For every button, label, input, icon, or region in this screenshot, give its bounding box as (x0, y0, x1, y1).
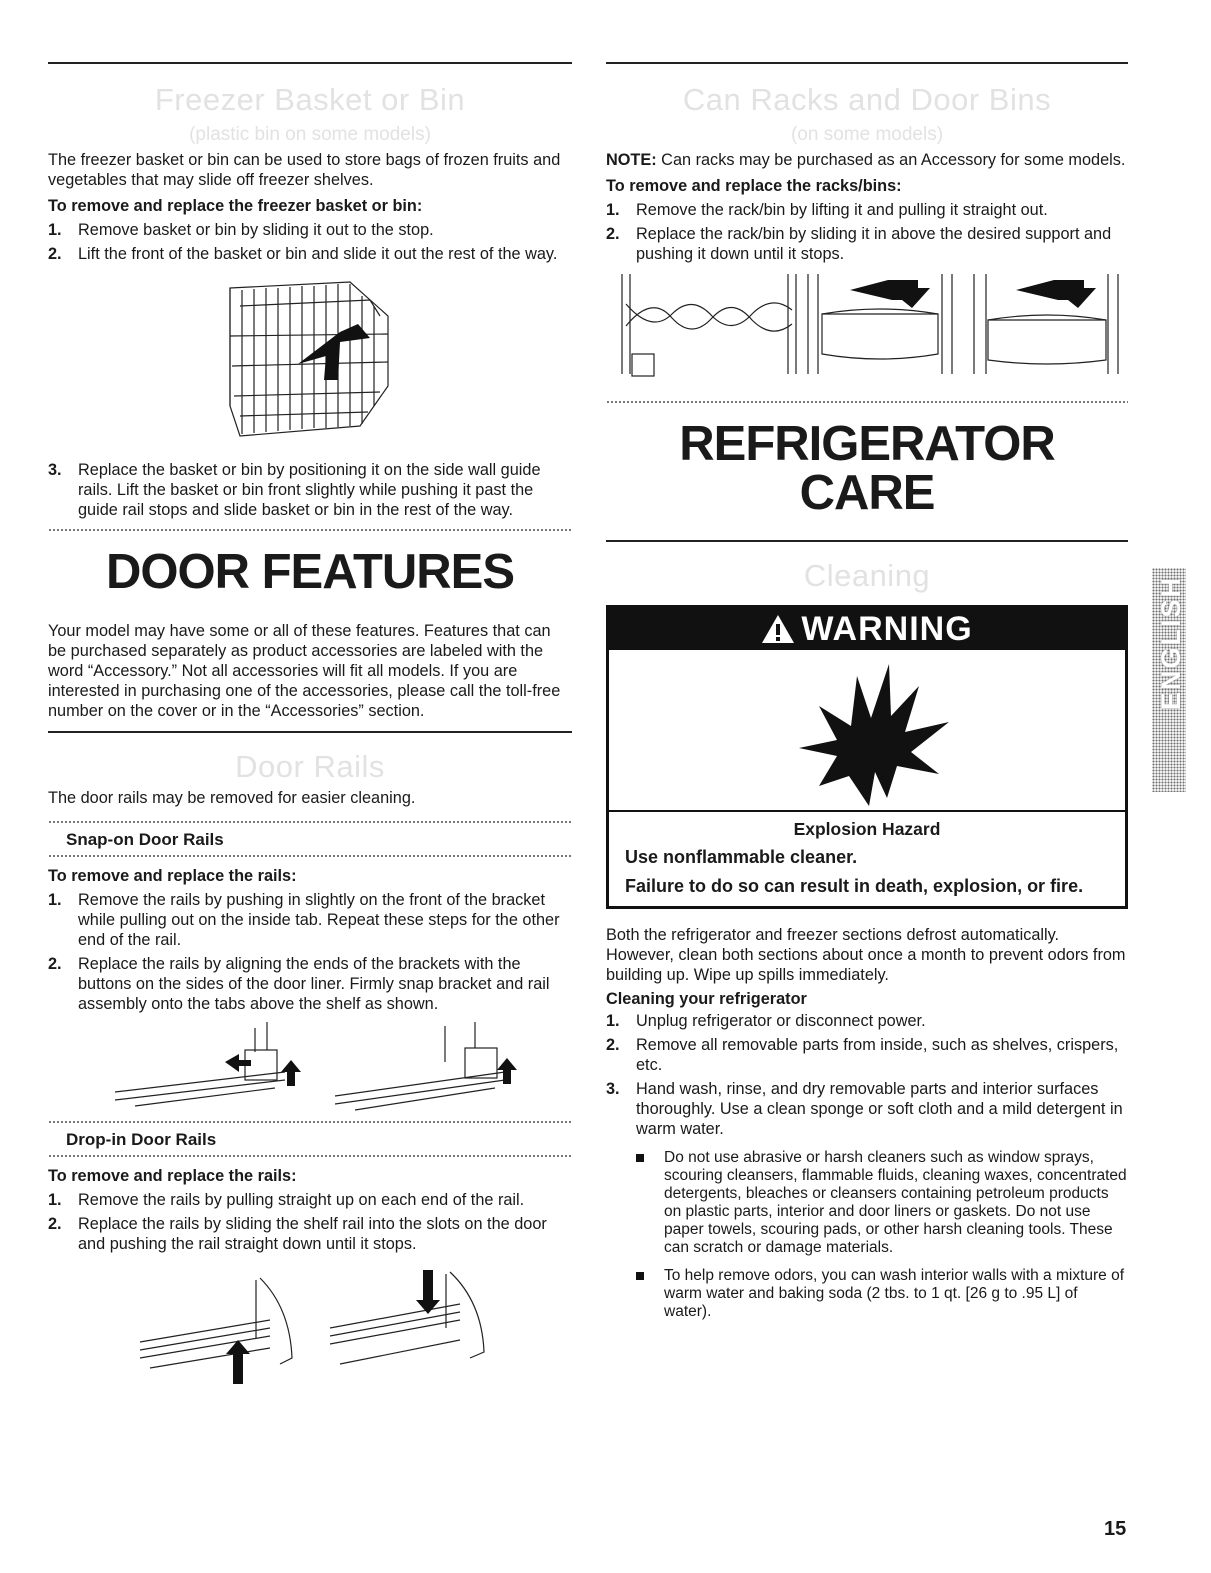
list-item: 2. Remove all removable parts from inside, such as shelves, crispers, etc. (606, 1036, 1119, 1074)
can-racks-illustration (612, 274, 1122, 386)
freezer-basket-title: Freezer Basket or Bin (154, 82, 466, 117)
list-item: 1. Remove the rails by pushing in slightly on the front of the bracket while pulling out on the inside tab. Repeat these steps for the other end of the rail. (48, 891, 560, 949)
list-item: 2. Replace the rails by sliding the shelf rail into the slots on the door and pushing the rail straight down until it stops. (48, 1215, 547, 1253)
freezer-basket-steps (48, 220, 572, 264)
language-side-tab (1152, 568, 1186, 792)
list-item: 2. Lift the front of the basket or bin and slide it out the rest of the way. (48, 245, 558, 263)
dotted-divider (48, 1154, 572, 1158)
can-racks-subtitle: (on some models) (790, 124, 944, 145)
right-column (606, 62, 1128, 1331)
warning-triangle-icon (761, 614, 795, 644)
warning-line-1: Use nonflammable cleaner. (625, 847, 858, 867)
door-features-heading: DOOR FEATURES (105, 545, 515, 599)
language-tab-label: ENGLISH (1156, 576, 1186, 711)
dotted-divider (48, 820, 572, 824)
warning-hazard: Explosion Hazard (793, 819, 941, 839)
freezer-basket-steps-cont (48, 460, 572, 520)
warning-header (609, 608, 1125, 650)
can-racks-steps (606, 200, 1128, 264)
list-item: 2. Replace the rack/bin by sliding it in above the desired support and pushing it down until it stops. (606, 225, 1112, 263)
list-item: 3. Hand wash, rinse, and dry removable parts and interior surfaces thoroughly. Use a clean sponge or soft cloth and a mild detergent in warm water. (606, 1080, 1123, 1138)
door-features-intro: Your model may have some or all of these features. Features that can be purchased separately as product accessories are labeled with the word “Accessory.” Not all accessories will fit all models. If you are interested in purchasing one of the accessories, please call the toll-free number on the cover or in the “Accessories” section. (48, 622, 561, 720)
drop-in-rails-heading: To remove and replace the rails: (48, 1167, 297, 1185)
cleaning-steps (606, 1011, 1128, 1139)
left-column (48, 62, 572, 1388)
freezer-basket-illustration (220, 276, 400, 452)
drop-in-rails-steps (48, 1190, 572, 1254)
list-item: Do not use abrasive or harsh cleaners such as window sprays, scouring cleansers, flammable fluids, cleaning waxes, concentrated detergents, bleaches or cleansers containing petroleum products on plastic parts, interior and door liners or gaskets. Do not use paper towels, scouring pads, or other harsh cleaning tools. These can scratch or damage materials. (632, 1149, 1128, 1257)
section-rule (606, 540, 1128, 542)
cleaning-title: Cleaning (803, 558, 931, 593)
list-item: 1. Remove basket or bin by sliding it out to the stop. (48, 221, 434, 239)
list-item: 1. Remove the rails by pulling straight up on each end of the rail. (48, 1191, 525, 1209)
drop-in-rails-illustration (130, 1268, 490, 1388)
freezer-basket-intro: The freezer basket or bin can be used to store bags of frozen fruits and vegetables that may slide off freezer shelves. (48, 151, 561, 189)
warning-line-2: Failure to do so can result in death, explosion, or fire. (625, 876, 1084, 896)
section-rule (606, 62, 1128, 64)
warning-label: WARNING (801, 609, 973, 648)
list-item: 1. Unplug refrigerator or disconnect power. (606, 1012, 926, 1030)
cleaning-intro: Both the refrigerator and freezer sections defrost automatically. However, clean both sections about once a month to prevent odors from building up. Wipe up spills immediately. (606, 926, 1126, 984)
door-rails-title: Door Rails (235, 749, 385, 784)
dotted-divider (48, 1120, 572, 1124)
freezer-basket-heading: To remove and replace the freezer basket or bin: (48, 197, 423, 215)
list-item: To help remove odors, you can wash interior walls with a mixture of warm water and baking soda (2 tbs. to 1 qt. [26 g to .95 L] of water). (632, 1267, 1128, 1321)
warning-box (606, 605, 1128, 909)
explosion-icon (779, 656, 959, 806)
dotted-divider (48, 854, 572, 858)
snap-on-rails-steps (48, 890, 572, 1014)
warning-text (609, 812, 1125, 906)
page-number: 15 (1104, 1518, 1127, 1540)
refrigerator-care-heading: REFRIGERATOR CARE (679, 417, 1055, 520)
door-rails-intro: The door rails may be removed for easier cleaning. (48, 789, 416, 807)
can-racks-title: Can Racks and Door Bins (682, 82, 1052, 117)
list-item: 3. Replace the basket or bin by positioning it on the side wall guide rails. Lift the basket or bin front slightly while pushing it past the guide rail stops and slide basket or bin in the rest of the way. (48, 461, 541, 519)
section-rule (48, 62, 572, 64)
dotted-divider (606, 400, 1128, 404)
can-racks-heading: To remove and replace the racks/bins: (606, 177, 902, 195)
dotted-divider (48, 528, 572, 532)
snap-on-rails-title: Snap-on Door Rails (66, 830, 224, 849)
explosion-icon-area (609, 650, 1125, 812)
snap-on-rails-heading: To remove and replace the rails: (48, 867, 297, 885)
cleaning-bullets (632, 1149, 1128, 1321)
section-rule (48, 731, 572, 733)
list-item: 1. Remove the rack/bin by lifting it and pulling it straight out. (606, 201, 1048, 219)
cleaning-heading: Cleaning your refrigerator (606, 990, 807, 1008)
drop-in-rails-title: Drop-in Door Rails (66, 1130, 217, 1149)
snap-on-rails-illustration (95, 1022, 525, 1114)
list-item: 2. Replace the rails by aligning the ends of the brackets with the buttons on the sides of the door liner. Firmly snap bracket and rail assembly onto the tabs above the shelf as shown. (48, 955, 550, 1013)
freezer-basket-subtitle: (plastic bin on some models) (189, 124, 431, 145)
can-racks-note: NOTE: Can racks may be purchased as an Accessory for some models. (606, 151, 1126, 169)
